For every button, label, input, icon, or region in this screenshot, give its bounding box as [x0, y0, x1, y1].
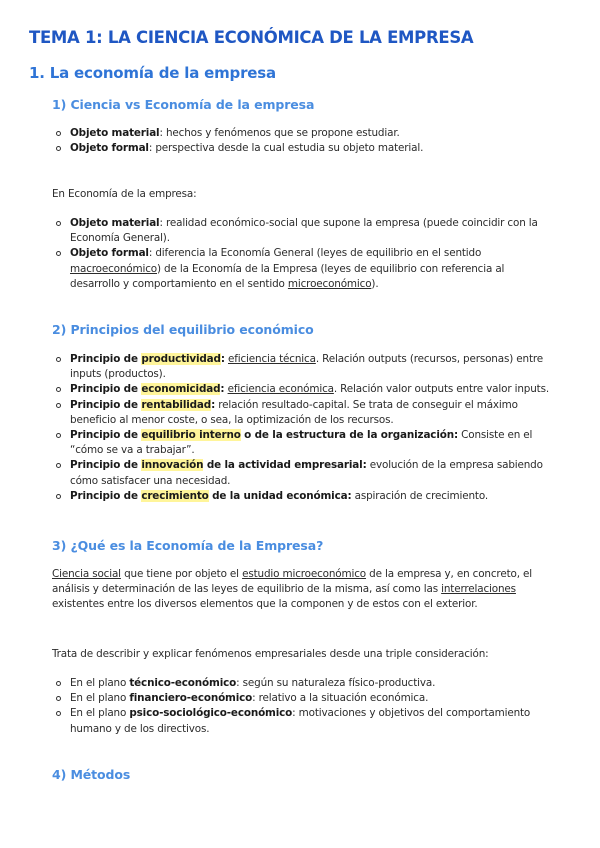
intro-text: Trata de describir y explicar fenómenos empresariales desde una triple consideración:: [52, 648, 489, 660]
subsection-heading-1: 1) Ciencia vs Economía de la empresa: [52, 97, 315, 112]
circle-bullet-icon: [56, 463, 61, 468]
intro-text: En Economía de la empresa:: [52, 188, 197, 200]
circle-bullet-icon: [56, 494, 61, 499]
list-item: Objeto formal: perspectiva desde la cual estudia su objeto material.: [70, 141, 570, 156]
circle-bullet-icon: [56, 251, 61, 256]
circle-bullet-icon: [56, 433, 61, 438]
list-item: En el plano técnico-económico: según su naturaleza físico-productiva.: [70, 676, 550, 691]
circle-bullet-icon: [56, 146, 61, 151]
circle-bullet-icon: [56, 357, 61, 362]
list-item: Principio de rentabilidad: relación resultado-capital. Se trata de conseguir el máximo beneficio al menor coste, o sea, la optimización de los recursos.: [70, 398, 550, 428]
list-item: Objeto material: realidad económico-social que supone la empresa (puede coincidir con la Economía General).: [70, 216, 550, 246]
subsection-heading-2: 2) Principios del equilibrio económico: [52, 322, 314, 337]
object-list-1: [70, 126, 570, 156]
circle-bullet-icon: [56, 131, 61, 136]
list-item: Principio de economicidad: eficiencia económica. Relación valor outputs entre valor inputs.: [70, 382, 550, 397]
list-item: Principio de equilibrio interno o de la estructura de la organización: Consiste en el “cómo se va a trabajar”.: [70, 428, 550, 458]
circle-bullet-icon: [56, 221, 61, 226]
subsection-heading-4: 4) Métodos: [52, 767, 131, 782]
list-item: En el plano psico-sociológico-económico: motivaciones y objetivos del comportamiento humano y de los directivos.: [70, 706, 550, 736]
list-item: Objeto material: hechos y fenómenos que se propone estudiar.: [70, 126, 570, 141]
section-heading: 1. La economía de la empresa: [29, 64, 276, 82]
circle-bullet-icon: [56, 711, 61, 716]
object-list-2: [70, 216, 550, 292]
circle-bullet-icon: [56, 696, 61, 701]
subsection-heading-3: 3) ¿Qué es la Economía de la Empresa?: [52, 538, 324, 553]
definition-paragraph: Ciencia social que tiene por objeto el estudio microeconómico de la empresa y, en concreto, el análisis y determinación de las leyes de equilibrio de la misma, así como las interrelaciones existentes entre los diversos elementos que la componen y de estos con el exterior.: [52, 568, 532, 611]
list-item: En el plano financiero-económico: relativo a la situación económica.: [70, 691, 550, 706]
list-item: Objeto formal: diferencia la Economía General (leyes de equilibrio en el sentido macroeconómico) de la Economía de la Empresa (leyes de equilibrio con referencia al desarrollo y comportamiento en el sentido microeconómico).: [70, 246, 550, 292]
principles-list: [70, 352, 550, 504]
page-title: TEMA 1: LA CIENCIA ECONÓMICA DE LA EMPRESA: [29, 28, 474, 47]
list-item: Principio de innovación de la actividad empresarial: evolución de la empresa sabiendo cómo satisfacer una necesidad.: [70, 458, 550, 488]
planes-list: [70, 676, 550, 737]
list-item: Principio de crecimiento de la unidad económica: aspiración de crecimiento.: [70, 489, 550, 504]
circle-bullet-icon: [56, 681, 61, 686]
list-item: Principio de productividad: eficiencia técnica. Relación outputs (recursos, personas) entre inputs (productos).: [70, 352, 550, 382]
circle-bullet-icon: [56, 403, 61, 408]
circle-bullet-icon: [56, 387, 61, 392]
